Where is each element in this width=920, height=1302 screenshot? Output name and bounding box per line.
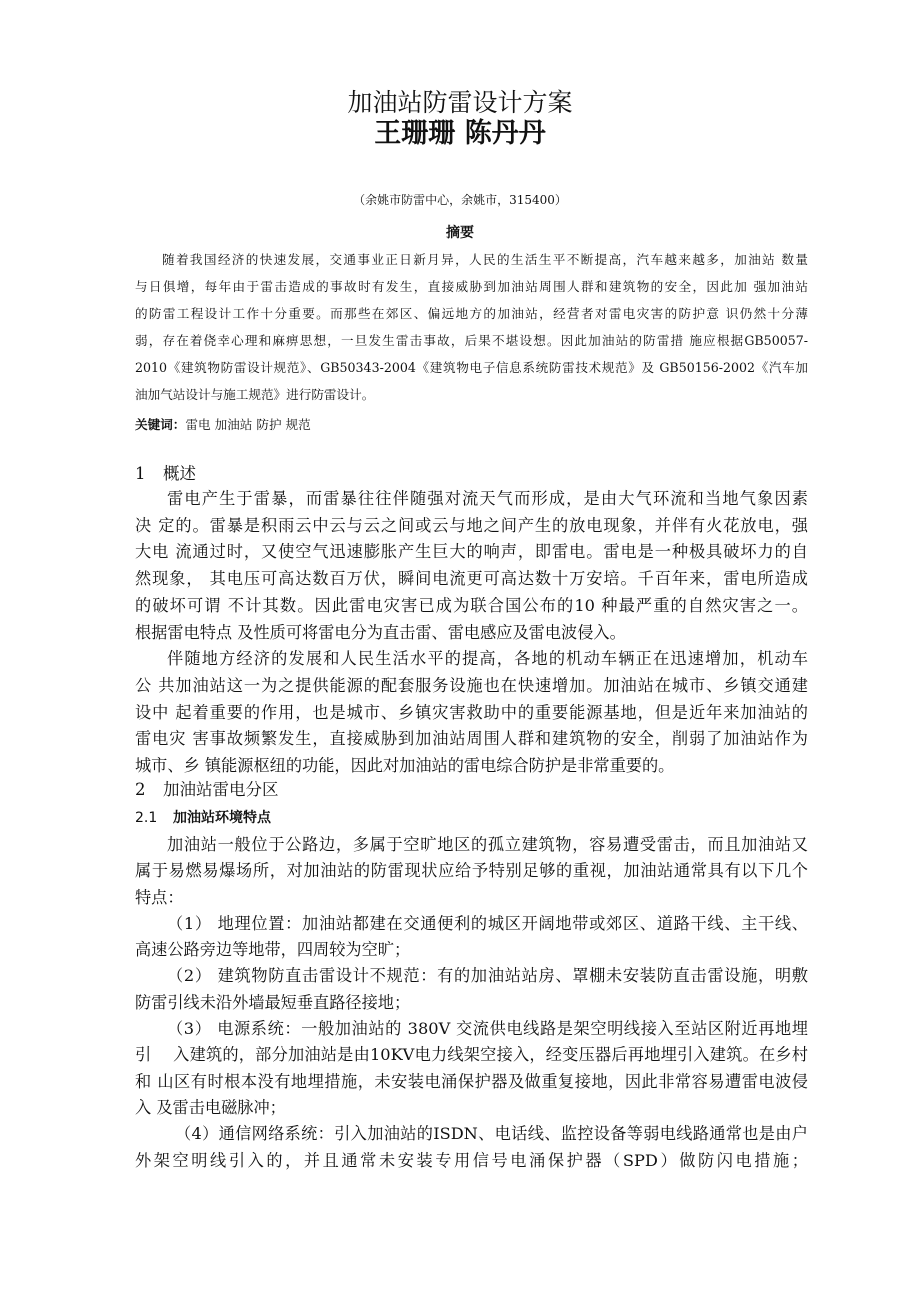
keywords-value: 雷电 加油站 防护 规范: [185, 417, 311, 432]
text-line: 外架空明线引入的，并且通常未安装专用信号电涌保护器（SPD）做防闪电措施；: [135, 1150, 808, 1170]
text-line: 与日俱增，每年由于雷击造成的事故时有发生，直接威胁到加油站周围人群和建筑物的安全，因此加 强加油站: [135, 279, 808, 294]
text-line: 然现象， 其电压可高达数百万伏，瞬间电流更可高达数十万安培。千百年来，雷电所造成: [135, 569, 808, 589]
text-line: 城市、乡 镇能源枢纽的功能，因此对加油站的雷电综合防护是非常重要的。: [135, 756, 675, 776]
section-title: 加油站雷电分区: [163, 780, 279, 799]
text-line: （2） 建筑物防直击雷设计不规范：有的加油站站房、罩棚未安装防直击雷设施，明敷: [167, 966, 808, 986]
text-line: （1） 地理位置：加油站都建在交通便利的城区开阔地带或郊区、道路干线、主干线、: [167, 913, 808, 933]
text-line: 高速公路旁边等地带，四周较为空旷；: [135, 940, 411, 960]
authors: 王珊珊 陈丹丹: [374, 118, 546, 149]
text-line: 入 及雷击电磁脉冲；: [135, 1097, 286, 1117]
document-title: 加油站防雷设计方案: [347, 88, 573, 117]
section-1-body: [135, 486, 808, 780]
text-line: （4）通信网络系统：引入加油站的ISDN、电话线、监控设备等弱电线路通常也是由户: [175, 1124, 808, 1144]
text-line: 2010《建筑物防雷设计规范》、GB50343-2004《建筑物电子信息系统防雷技术规范》及 GB50156-2002《汽车加: [135, 360, 808, 375]
section-title: 概述: [163, 464, 196, 483]
affiliation: （余姚市防雷中心，余姚市，315400）: [353, 193, 567, 207]
text-line: （3） 电源系统：一般加油站的 380V 交流供电线路是架空明线接入至站区附近再地埋: [167, 1019, 808, 1039]
text-line: 大电 流通过时，又使空气迅速膨胀产生巨大的响声，即雷电。雷电是一种极具破坏力的自: [135, 542, 808, 562]
text-line: 引 入建筑的，部分加油站是由10KV电力线架空接入，经变压器后再地埋引入建筑。在乡村: [135, 1045, 808, 1065]
text-line: 雷电产生于雷暴，而雷暴往往伴随强对流天气而形成，是由大气环流和当地气象因素: [167, 489, 808, 508]
text-line: 属于易燃易爆场所，对加油站的防雷现状应给予特别足够的重视，加油站通常具有以下几个: [135, 861, 808, 881]
text-line: 和 山区有时根本没有地埋措施，未安装电涌保护器及做重复接地，因此非常容易遭雷电波侵: [135, 1071, 808, 1091]
section-number: 1: [135, 464, 146, 483]
section-number: 2.1: [135, 810, 158, 826]
text-line: 公 共加油站这一为之提供能源的配套服务设施也在快速增加。加油站在城市、乡镇交通建: [135, 675, 808, 695]
text-line: 弱，存在着侥幸心理和麻痹思想，一旦发生雷击事故，后果不堪设想。因此加油站的防雷措 施应根据GB50057-: [135, 333, 808, 348]
abstract-heading: 摘要: [446, 225, 474, 241]
section-2-1-body: [135, 832, 808, 1174]
keywords-label: 关键词：: [135, 417, 186, 432]
text-line: 油加气站设计与施工规范》进行防雷设计。: [135, 387, 375, 402]
section-2-1-heading: [135, 808, 271, 828]
section-title: 加油站环境特点: [173, 810, 271, 826]
text-line: 根据雷电特点 及性质可将雷电分为直击雷、雷电感应及雷电波侵入。: [135, 622, 626, 642]
text-line: 雷电灾 害事故频繁发生，直接威胁到加油站周围人群和建筑物的安全，削弱了加油站作为: [135, 729, 808, 749]
section-1-heading: [135, 463, 196, 485]
text-line: 设中 起着重要的作用，也是城市、乡镇灾害救助中的重要能源基地，但是近年来加油站的: [135, 702, 808, 722]
abstract-paragraph: [135, 246, 808, 408]
text-line: 的破坏可谓 不计其数。因此雷电灾害已成为联合国公布的10 种最严重的自然灾害之一。: [135, 595, 808, 615]
text-line: 决 定的。雷暴是积雨云中云与云之间或云与地之间产生的放电现象，并伴有火花放电，强: [135, 515, 808, 535]
text-line: 特点：: [135, 887, 184, 907]
text-line: 的防雷工程设计工作十分重要。而那些在郊区、偏远地方的加油站，经营者对雷电灾害的防护意 识仍然十分薄: [135, 306, 808, 321]
section-number: 2: [135, 780, 146, 799]
text-line: 伴随地方经济的发展和人民生活水平的提高，各地的机动车辆正在迅速增加，机动车: [167, 649, 808, 669]
section-2-heading: [135, 779, 279, 801]
text-line: 防雷引线未沿外墙最短垂直路径接地；: [135, 992, 411, 1012]
text-line: 加油站一般位于公路边，多属于空旷地区的孤立建筑物，容易遭受雷击，而且加油站又: [167, 835, 808, 854]
keywords: [135, 416, 808, 434]
text-line: 随着我国经济的快速发展，交通事业正日新月异，人民的生活生平不断提高，汽车越来越多，加油站 数量: [162, 252, 808, 267]
